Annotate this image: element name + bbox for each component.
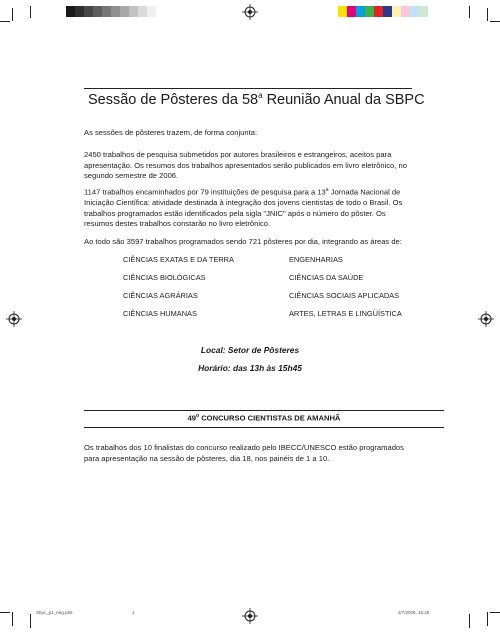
color-swatch	[410, 6, 419, 17]
paragraph-jnic: 1147 trabalhos encaminhados por 79 instituições de pesquisa para a 13$^a$ Jornada Nacional de Iniciação Científica: atividade destinada à integração dos jovens cientistas de todo o Brasil. Os trabalhos programados estão identificados pela sigla "JNIC" após o número do pôster. Os resumos destes trabalhos constarão no livro eletrônico.	[84, 187, 403, 229]
local-text: Local: Setor de Pôsteres	[200, 345, 300, 355]
crop-mark-top-right-inner	[469, 6, 470, 18]
horario-text: Horário: das 13h às 15h45	[198, 363, 302, 373]
registration-mark-right-icon	[478, 311, 494, 327]
crop-mark-top-right	[487, 8, 488, 21]
color-swatch	[419, 6, 428, 17]
gray-swatch	[111, 6, 120, 17]
gray-swatch	[102, 6, 111, 17]
color-swatch	[356, 6, 365, 17]
gray-swatch	[120, 6, 129, 17]
concurso-heading: 49$^o$ CONCURSO CIENTISTAS DE AMANHÃ	[187, 413, 341, 423]
registration-mark-bottom-icon	[242, 608, 258, 624]
gray-swatch	[93, 6, 102, 17]
gray-swatch	[84, 6, 93, 17]
crop-mark-top-right	[490, 21, 500, 22]
crop-mark-top-left-inner	[30, 6, 31, 18]
gray-swatch	[66, 6, 75, 17]
color-swatch	[347, 6, 356, 17]
color-calibration-bar	[338, 6, 428, 17]
footer-date: 3/7/2006, 15:28	[398, 610, 430, 615]
color-swatch	[338, 6, 347, 17]
color-swatch	[401, 6, 410, 17]
concurso-rule-top	[84, 410, 444, 411]
area-item: CIÊNCIAS SOCIAIS APLICADAS	[289, 291, 400, 300]
page-title: Sessão de Pôsteres da 58$^a$ Reunião Anual da SBPC	[88, 91, 425, 108]
title-rule-top	[84, 88, 412, 89]
area-item: ARTES, LETRAS E LINGÜÍSTICA	[289, 309, 402, 318]
area-item: ENGENHARIAS	[289, 255, 343, 264]
crop-mark-bottom-left-inner	[30, 614, 31, 628]
paragraph-concurso: Os trabalhos dos 10 finalistas do concurso realizado pelo IBECC/UNESCO estão programados para apresentação na sessão de pôsteres, dia 18, nos painéis de 1 a 10.	[84, 443, 404, 463]
footer-page-number: 1	[132, 610, 135, 615]
footer-file-name: Sbpc_p1_neg.p65	[36, 610, 73, 615]
gray-swatch	[75, 6, 84, 17]
area-item: CIÊNCIAS HUMANAS	[123, 309, 197, 318]
color-swatch	[383, 6, 392, 17]
crop-mark-bottom-left	[12, 612, 13, 626]
crop-mark-top-left	[12, 8, 13, 21]
registration-mark-left-icon	[6, 311, 22, 327]
gray-swatch	[138, 6, 147, 17]
paragraph-trabalhos-pesquisa: 2450 trabalhos de pesquisa submetidos por autores brasileiros e estrangeiros, aceitos para apresentação. Os resumos dos trabalhos apresentados serão publicados em livro eletrônico, no segundo semestre de 2006.	[84, 150, 407, 180]
paragraph-total: Ao todo são 3597 trabalhos programados sendo 721 pôsteres por dia, integrando as áreas de:	[84, 237, 402, 246]
area-item: CIÊNCIAS DA SAÚDE	[289, 273, 364, 282]
crop-mark-top-left	[0, 21, 10, 22]
areas-list	[123, 256, 443, 318]
registration-mark-top-icon	[242, 4, 258, 20]
color-swatch	[365, 6, 374, 17]
crop-mark-bottom-right-inner	[469, 614, 470, 628]
area-item: CIÊNCIAS BIOLÓGICAS	[123, 273, 206, 282]
gray-swatch	[129, 6, 138, 17]
gray-swatch	[147, 6, 156, 17]
area-item: CIÊNCIAS AGRÁRIAS	[123, 291, 198, 300]
area-item: CIÊNCIAS EXATAS E DA TERRA	[123, 255, 234, 264]
gray-calibration-bar	[66, 6, 156, 17]
crop-mark-bottom-left	[0, 612, 10, 613]
crop-mark-bottom-right	[487, 612, 488, 626]
color-swatch	[374, 6, 383, 17]
intro-text: As sessões de pôsteres trazem, de forma conjunta:	[84, 128, 258, 137]
concurso-rule-bottom	[84, 427, 444, 428]
color-swatch	[392, 6, 401, 17]
crop-mark-bottom-right	[490, 612, 500, 613]
